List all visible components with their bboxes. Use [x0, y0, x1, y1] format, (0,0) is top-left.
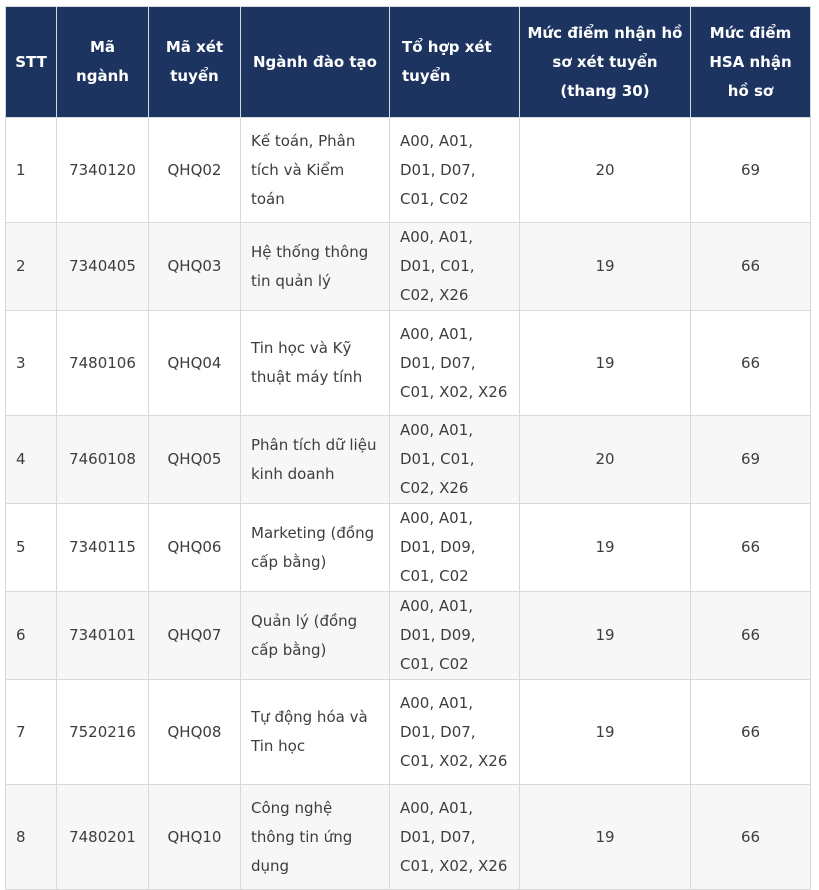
cell-ma-xet-tuyen: QHQ07 — [149, 592, 241, 680]
header-to-hop: Tổ hợp xét tuyển — [390, 7, 520, 118]
cell-hsa: 66 — [691, 785, 811, 890]
header-hsa: Mức điểm HSA nhận hồ sơ — [691, 7, 811, 118]
cell-to-hop: A00, A01, D01, D09, C01, C02 — [390, 504, 520, 592]
cell-stt: 6 — [6, 592, 57, 680]
cell-nganh: Tin học và Kỹ thuật máy tính — [241, 311, 390, 416]
cell-ma-xet-tuyen: QHQ03 — [149, 223, 241, 311]
cell-to-hop: A00, A01, D01, C01, C02, X26 — [390, 223, 520, 311]
cell-diem: 19 — [520, 680, 691, 785]
cell-ma-nganh: 7520216 — [57, 680, 149, 785]
admission-table — [5, 6, 811, 890]
cell-ma-xet-tuyen: QHQ08 — [149, 680, 241, 785]
cell-hsa: 66 — [691, 504, 811, 592]
cell-to-hop: A00, A01, D01, D09, C01, C02 — [390, 592, 520, 680]
cell-to-hop: A00, A01, D01, D07, C01, X02, X26 — [390, 785, 520, 890]
cell-nganh: Marketing (đồng cấp bằng) — [241, 504, 390, 592]
cell-ma-nganh: 7340405 — [57, 223, 149, 311]
cell-ma-nganh: 7340101 — [57, 592, 149, 680]
table-row — [6, 223, 811, 311]
cell-ma-xet-tuyen: QHQ06 — [149, 504, 241, 592]
header-stt: STT — [6, 7, 57, 118]
cell-ma-xet-tuyen: QHQ02 — [149, 118, 241, 223]
table-row — [6, 416, 811, 504]
table-row — [6, 592, 811, 680]
cell-stt: 7 — [6, 680, 57, 785]
cell-ma-xet-tuyen: QHQ04 — [149, 311, 241, 416]
cell-hsa: 69 — [691, 118, 811, 223]
table-header-row — [6, 7, 811, 118]
cell-diem: 19 — [520, 223, 691, 311]
cell-ma-nganh: 7480201 — [57, 785, 149, 890]
cell-stt: 2 — [6, 223, 57, 311]
cell-stt: 4 — [6, 416, 57, 504]
table-row — [6, 680, 811, 785]
cell-diem: 19 — [520, 785, 691, 890]
cell-nganh: Phân tích dữ liệu kinh doanh — [241, 416, 390, 504]
cell-hsa: 66 — [691, 592, 811, 680]
cell-hsa: 66 — [691, 311, 811, 416]
cell-ma-nganh: 7340120 — [57, 118, 149, 223]
cell-ma-xet-tuyen: QHQ05 — [149, 416, 241, 504]
cell-hsa: 66 — [691, 223, 811, 311]
cell-ma-nganh: 7460108 — [57, 416, 149, 504]
cell-diem: 20 — [520, 118, 691, 223]
cell-ma-nganh: 7480106 — [57, 311, 149, 416]
cell-diem: 20 — [520, 416, 691, 504]
table-row — [6, 118, 811, 223]
cell-stt: 8 — [6, 785, 57, 890]
cell-ma-xet-tuyen: QHQ10 — [149, 785, 241, 890]
admission-table-container — [5, 6, 811, 890]
header-nganh-dao-tao: Ngành đào tạo — [241, 7, 390, 118]
cell-nganh: Tự động hóa và Tin học — [241, 680, 390, 785]
header-muc-diem: Mức điểm nhận hồ sơ xét tuyển (thang 30) — [520, 7, 691, 118]
cell-nganh: Công nghệ thông tin ứng dụng — [241, 785, 390, 890]
cell-nganh: Hệ thống thông tin quản lý — [241, 223, 390, 311]
table-row — [6, 504, 811, 592]
header-ma-xet-tuyen: Mã xét tuyển — [149, 7, 241, 118]
cell-diem: 19 — [520, 504, 691, 592]
cell-nganh: Kế toán, Phân tích và Kiểm toán — [241, 118, 390, 223]
cell-stt: 3 — [6, 311, 57, 416]
cell-hsa: 69 — [691, 416, 811, 504]
cell-to-hop: A00, A01, D01, D07, C01, X02, X26 — [390, 311, 520, 416]
cell-stt: 1 — [6, 118, 57, 223]
cell-to-hop: A00, A01, D01, D07, C01, C02 — [390, 118, 520, 223]
cell-stt: 5 — [6, 504, 57, 592]
cell-ma-nganh: 7340115 — [57, 504, 149, 592]
cell-to-hop: A00, A01, D01, C01, C02, X26 — [390, 416, 520, 504]
cell-hsa: 66 — [691, 680, 811, 785]
cell-diem: 19 — [520, 311, 691, 416]
table-row — [6, 311, 811, 416]
header-ma-nganh: Mã ngành — [57, 7, 149, 118]
cell-nganh: Quản lý (đồng cấp bằng) — [241, 592, 390, 680]
cell-diem: 19 — [520, 592, 691, 680]
cell-to-hop: A00, A01, D01, D07, C01, X02, X26 — [390, 680, 520, 785]
